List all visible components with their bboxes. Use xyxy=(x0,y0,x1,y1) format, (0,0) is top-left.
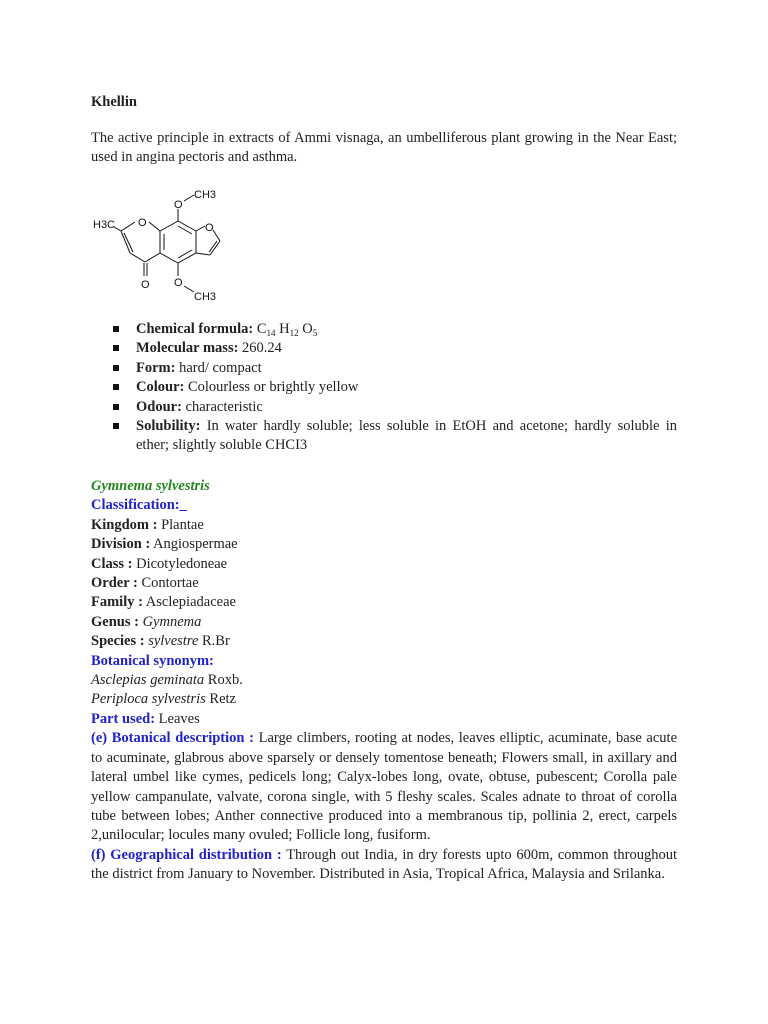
carbonyl-oxygen-label: O xyxy=(141,279,150,291)
species-row: Species : sylvestre R.Br xyxy=(91,633,230,650)
classification-heading: Classification:_ xyxy=(91,497,187,514)
botanical-description: (e) Botanical description : Large climbers, rooting at nodes, leaves elliptic, acuminate, base acute to acuminate, glabrous above sparsely or densely tomentose beneath; Flowers small, in axillary and lateral umbel like cymes, pedicels long; Calyx-lobes long, ovate, obtuse, pubescent; Corolla pale yellow campanulate, valvate, corona single, with 5 fleshy scales. Scales adnate to throat of corolla tube between lobes; Anther connective produced into a membranous tip, pollinia 2, erect, carpels 2,unilocular; locules many ovuled; Follicle long, fusiform. xyxy=(91,730,678,844)
list-item-mass: Molecular mass: 260.24 xyxy=(91,339,677,358)
synonym-row-2: Periploca sylvestris Retz xyxy=(91,691,236,708)
list-item-form: Form: hard/ compact xyxy=(91,359,677,378)
gymnema-heading: Gymnema sylvestris xyxy=(91,478,210,494)
synonym-row-1: Asclepias geminata Roxb. xyxy=(91,672,243,689)
bottom-oxygen-label: O xyxy=(174,277,183,289)
order-row: Order : Contortae xyxy=(91,575,199,592)
bullet-icon xyxy=(113,404,119,410)
bottom-methoxy-label: CH3 xyxy=(194,291,217,303)
list-item-odour: Odour: characteristic xyxy=(91,398,677,417)
kingdom-row: Kingdom : Plantae xyxy=(91,516,204,533)
page-title: Khellin xyxy=(91,94,137,110)
bullet-icon xyxy=(113,423,119,429)
top-methoxy-label: CH3 xyxy=(194,189,217,201)
properties-list xyxy=(91,320,677,456)
part-used-row: Part used: Leaves xyxy=(91,710,200,727)
bullet-icon xyxy=(113,326,119,332)
bullet-icon xyxy=(113,384,119,390)
list-item-colour: Colour: Colourless or brightly yellow xyxy=(91,378,677,397)
synonym-heading: Botanical synonym: xyxy=(91,652,214,669)
ring-oxygen-label: O xyxy=(138,217,147,229)
methyl-label: H3C xyxy=(93,219,116,231)
genus-row: Genus : Gymnema xyxy=(91,613,202,630)
list-item-solubility: Solubility: In water hardly soluble; less soluble in EtOH and acetone; hardly soluble in ether; slightly soluble CHCI3 xyxy=(91,417,677,456)
intro-paragraph: The active principle in extracts of Ammi visnaga, an umbelliferous plant growing in the Near East; used in angina pectoris and asthma. xyxy=(91,130,677,166)
bullet-icon xyxy=(113,365,119,371)
division-row: Division : Angiospermae xyxy=(91,536,238,553)
khellin-structure-diagram xyxy=(88,183,228,305)
geographical-distribution: (f) Geographical distribution : Through out India, in dry forests upto 600m, common throughout the district from January to November. Distributed in Asia, Tropical Africa, Malaysia and Srilanka. xyxy=(91,846,677,883)
top-oxygen-label: O xyxy=(174,199,183,211)
list-item-formula: Chemical formula: $C_{14}$ $H_{12}$ $O_5$ xyxy=(91,320,677,339)
family-row: Family : Asclepiadaceae xyxy=(91,594,236,611)
gymnema-section xyxy=(91,477,677,885)
bullet-icon xyxy=(113,345,119,351)
furan-oxygen-label: O xyxy=(205,222,214,234)
class-row: Class : Dicotyledoneae xyxy=(91,555,228,572)
